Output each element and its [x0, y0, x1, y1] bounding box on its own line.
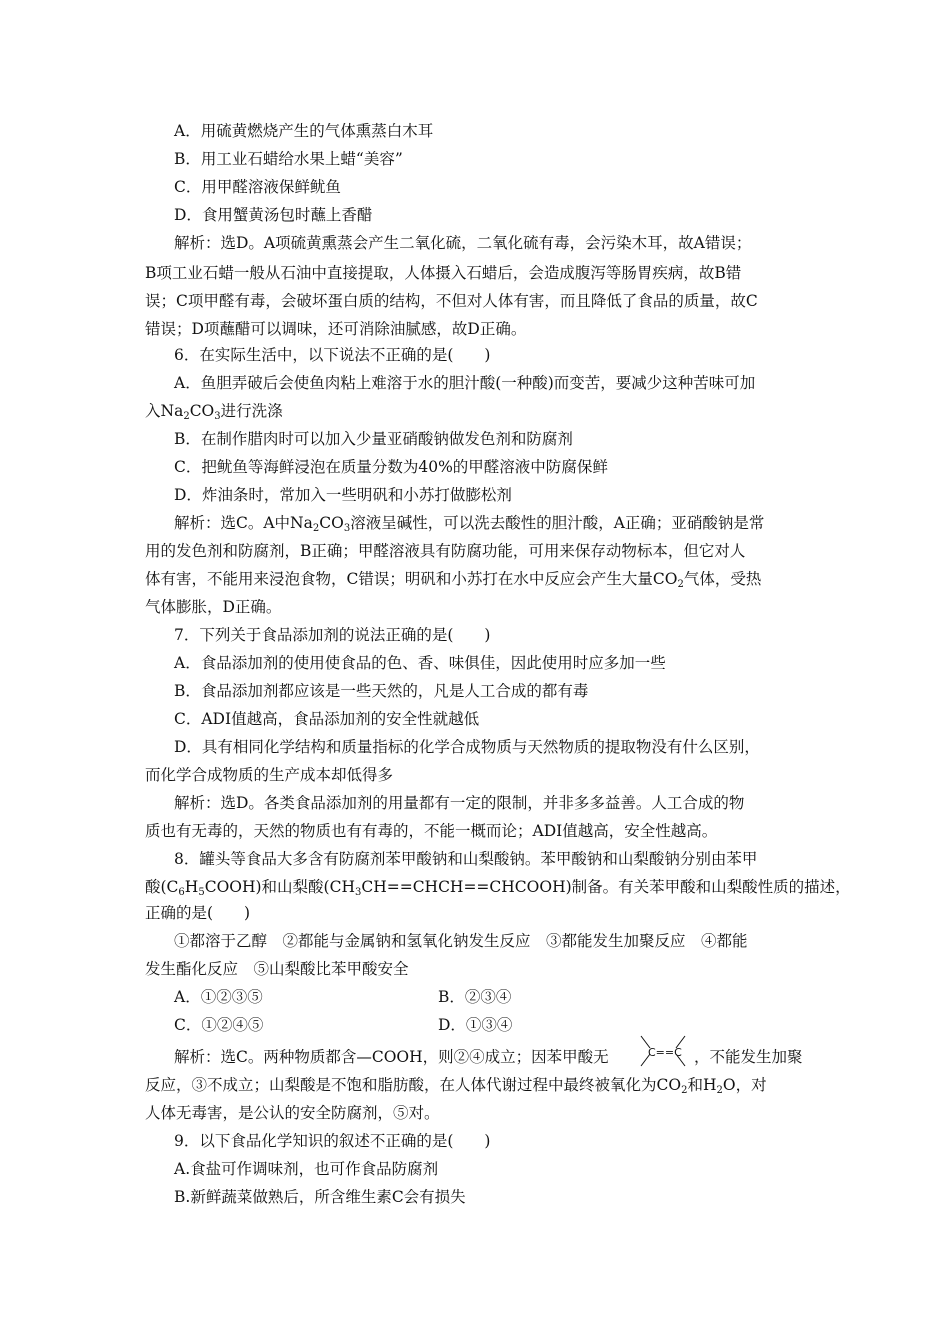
q8-items-line2: 发生酯化反应 ⑤山梨酸比苯甲酸安全	[145, 960, 409, 978]
q5-analysis-line: 误；C项甲醛有毒，会破坏蛋白质的结构，不但对人体有害，而且降低了食品的质量，故C	[145, 292, 758, 310]
q7-option-b: B．食品添加剂都应该是一些天然的，凡是人工合成的都有毒	[174, 682, 589, 700]
q8-option-a: A．①②③⑤	[174, 988, 263, 1006]
q8-items-line1: ①都溶于乙醇 ②都能与金属钠和氢氧化钠发生反应 ③都能发生加聚反应 ④都能	[174, 932, 748, 950]
q8-analysis-line-tail: ，不能发生加聚	[694, 1048, 803, 1066]
q5-option-a: A．用硫黄燃烧产生的气体熏蒸白木耳	[174, 122, 434, 140]
q7-option-a: A．食品添加剂的使用使食品的色、香、味俱佳，因此使用时应多加一些	[174, 654, 666, 672]
q8-stem-line1: 8．罐头等食品大多含有防腐剂苯甲酸钠和山梨酸钠。苯甲酸钠和山梨酸钠分别由苯甲	[174, 850, 758, 868]
q6-option-d: D．炸油条时，常加入一些明矾和小苏打做膨松剂	[174, 486, 512, 504]
q6-stem: 6．在实际生活中，以下说法不正确的是( )	[174, 346, 491, 364]
q7-option-d-line2: 而化学合成物质的生产成本却低得多	[145, 766, 394, 784]
q9-option-b: B.新鲜蔬菜做熟后，所含维生素C会有损失	[174, 1188, 466, 1206]
q6-analysis-line: 解析：选C。A中$Na_2CO_3$溶液呈碱性，可以洗去酸性的胆汁酸，A正确；亚硝酸钠是常	[174, 514, 765, 534]
q5-option-c: C．用甲醛溶液保鲜鱿鱼	[174, 178, 341, 196]
q5-option-b: B．用工业石蜡给水果上蜡“美容”	[174, 150, 403, 168]
q6-analysis-line: 体有害，不能用来浸泡食物，C错误；明矾和小苏打在水中反应会产生大量$CO_2$气体，受热	[145, 570, 762, 590]
q7-analysis-line: 质也有无毒的，天然的物质也有有毒的，不能一概而论；ADI值越高，安全性越高。	[145, 822, 718, 840]
q6-analysis-line: 气体膨胀，D正确。	[145, 598, 282, 616]
q8-analysis-line: 解析：选C。两种物质都含—COOH，则②④成立；因苯甲酸无	[174, 1048, 609, 1066]
q7-stem: 7．下列关于食品添加剂的说法正确的是( )	[174, 626, 491, 644]
q6-option-c: C．把鱿鱼等海鲜浸泡在质量分数为40%的甲醛溶液中防腐保鲜	[174, 458, 608, 476]
q5-analysis-line: B项工业石蜡一般从石油中直接提取，人体摄入石蜡后，会造成腹泻等肠胃疾病，故B错	[145, 264, 742, 282]
q8-analysis-line: 人体无毒害，是公认的安全防腐剂，⑤对。	[145, 1104, 440, 1122]
carbon-carbon-double-bond-structure	[640, 1034, 686, 1078]
q9-option-a: A.食盐可作调味剂，也可作食品防腐剂	[174, 1160, 439, 1178]
q7-option-c: C．ADI值越高，食品添加剂的安全性就越低	[174, 710, 480, 728]
q6-analysis-line: 用的发色剂和防腐剂，B正确；甲醛溶液具有防腐功能，可用来保存动物标本，但它对人	[145, 542, 746, 560]
q5-option-d: D．食用蟹黄汤包时蘸上香醋	[174, 206, 373, 224]
q8-option-d: D．①③④	[438, 1016, 513, 1034]
q8-stem-line2: 酸$(C_6H_5COOH)$和山梨酸$(CH_3CH==CHCH==CHCOOH)$制备。有关苯甲酸和山梨酸性质的描述，	[145, 878, 851, 898]
q7-option-d-line1: D．具有相同化学结构和质量指标的化学合成物质与天然物质的提取物没有什么区别，	[174, 738, 760, 756]
q6-option-a-line1: A．鱼胆弄破后会使鱼肉粘上难溶于水的胆汁酸(一种酸)而变苦，要减少这种苦味可加	[174, 374, 756, 392]
q6-option-b: B．在制作腊肉时可以加入少量亚硝酸钠做发色剂和防腐剂	[174, 430, 573, 448]
q7-analysis-line: 解析：选D。各类食品添加剂的用量都有一定的限制，并非多多益善。人工合成的物	[174, 794, 745, 812]
q5-analysis-line: 解析：选D。A项硫黄熏蒸会产生二氧化硫，二氧化硫有毒，会污染木耳，故A错误；	[174, 234, 752, 252]
double-bond-label: C==C	[648, 1046, 682, 1059]
q8-option-c: C．①②④⑤	[174, 1016, 264, 1034]
q5-analysis-line: 错误；D项蘸醋可以调味，还可消除油腻感，故D正确。	[145, 320, 527, 338]
q8-option-b: B．②③④	[438, 988, 512, 1006]
q8-analysis-line: 反应，③不成立；山梨酸是不饱和脂肪酸，在人体代谢过程中最终被氧化为$CO_2$和$H_2O$，对	[145, 1076, 767, 1096]
q8-stem-line3: 正确的是( )	[145, 904, 251, 922]
q6-option-a-line2: 入$Na_2CO_3$进行洗涤	[145, 402, 283, 422]
q9-stem: 9．以下食品化学知识的叙述不正确的是( )	[174, 1132, 491, 1150]
